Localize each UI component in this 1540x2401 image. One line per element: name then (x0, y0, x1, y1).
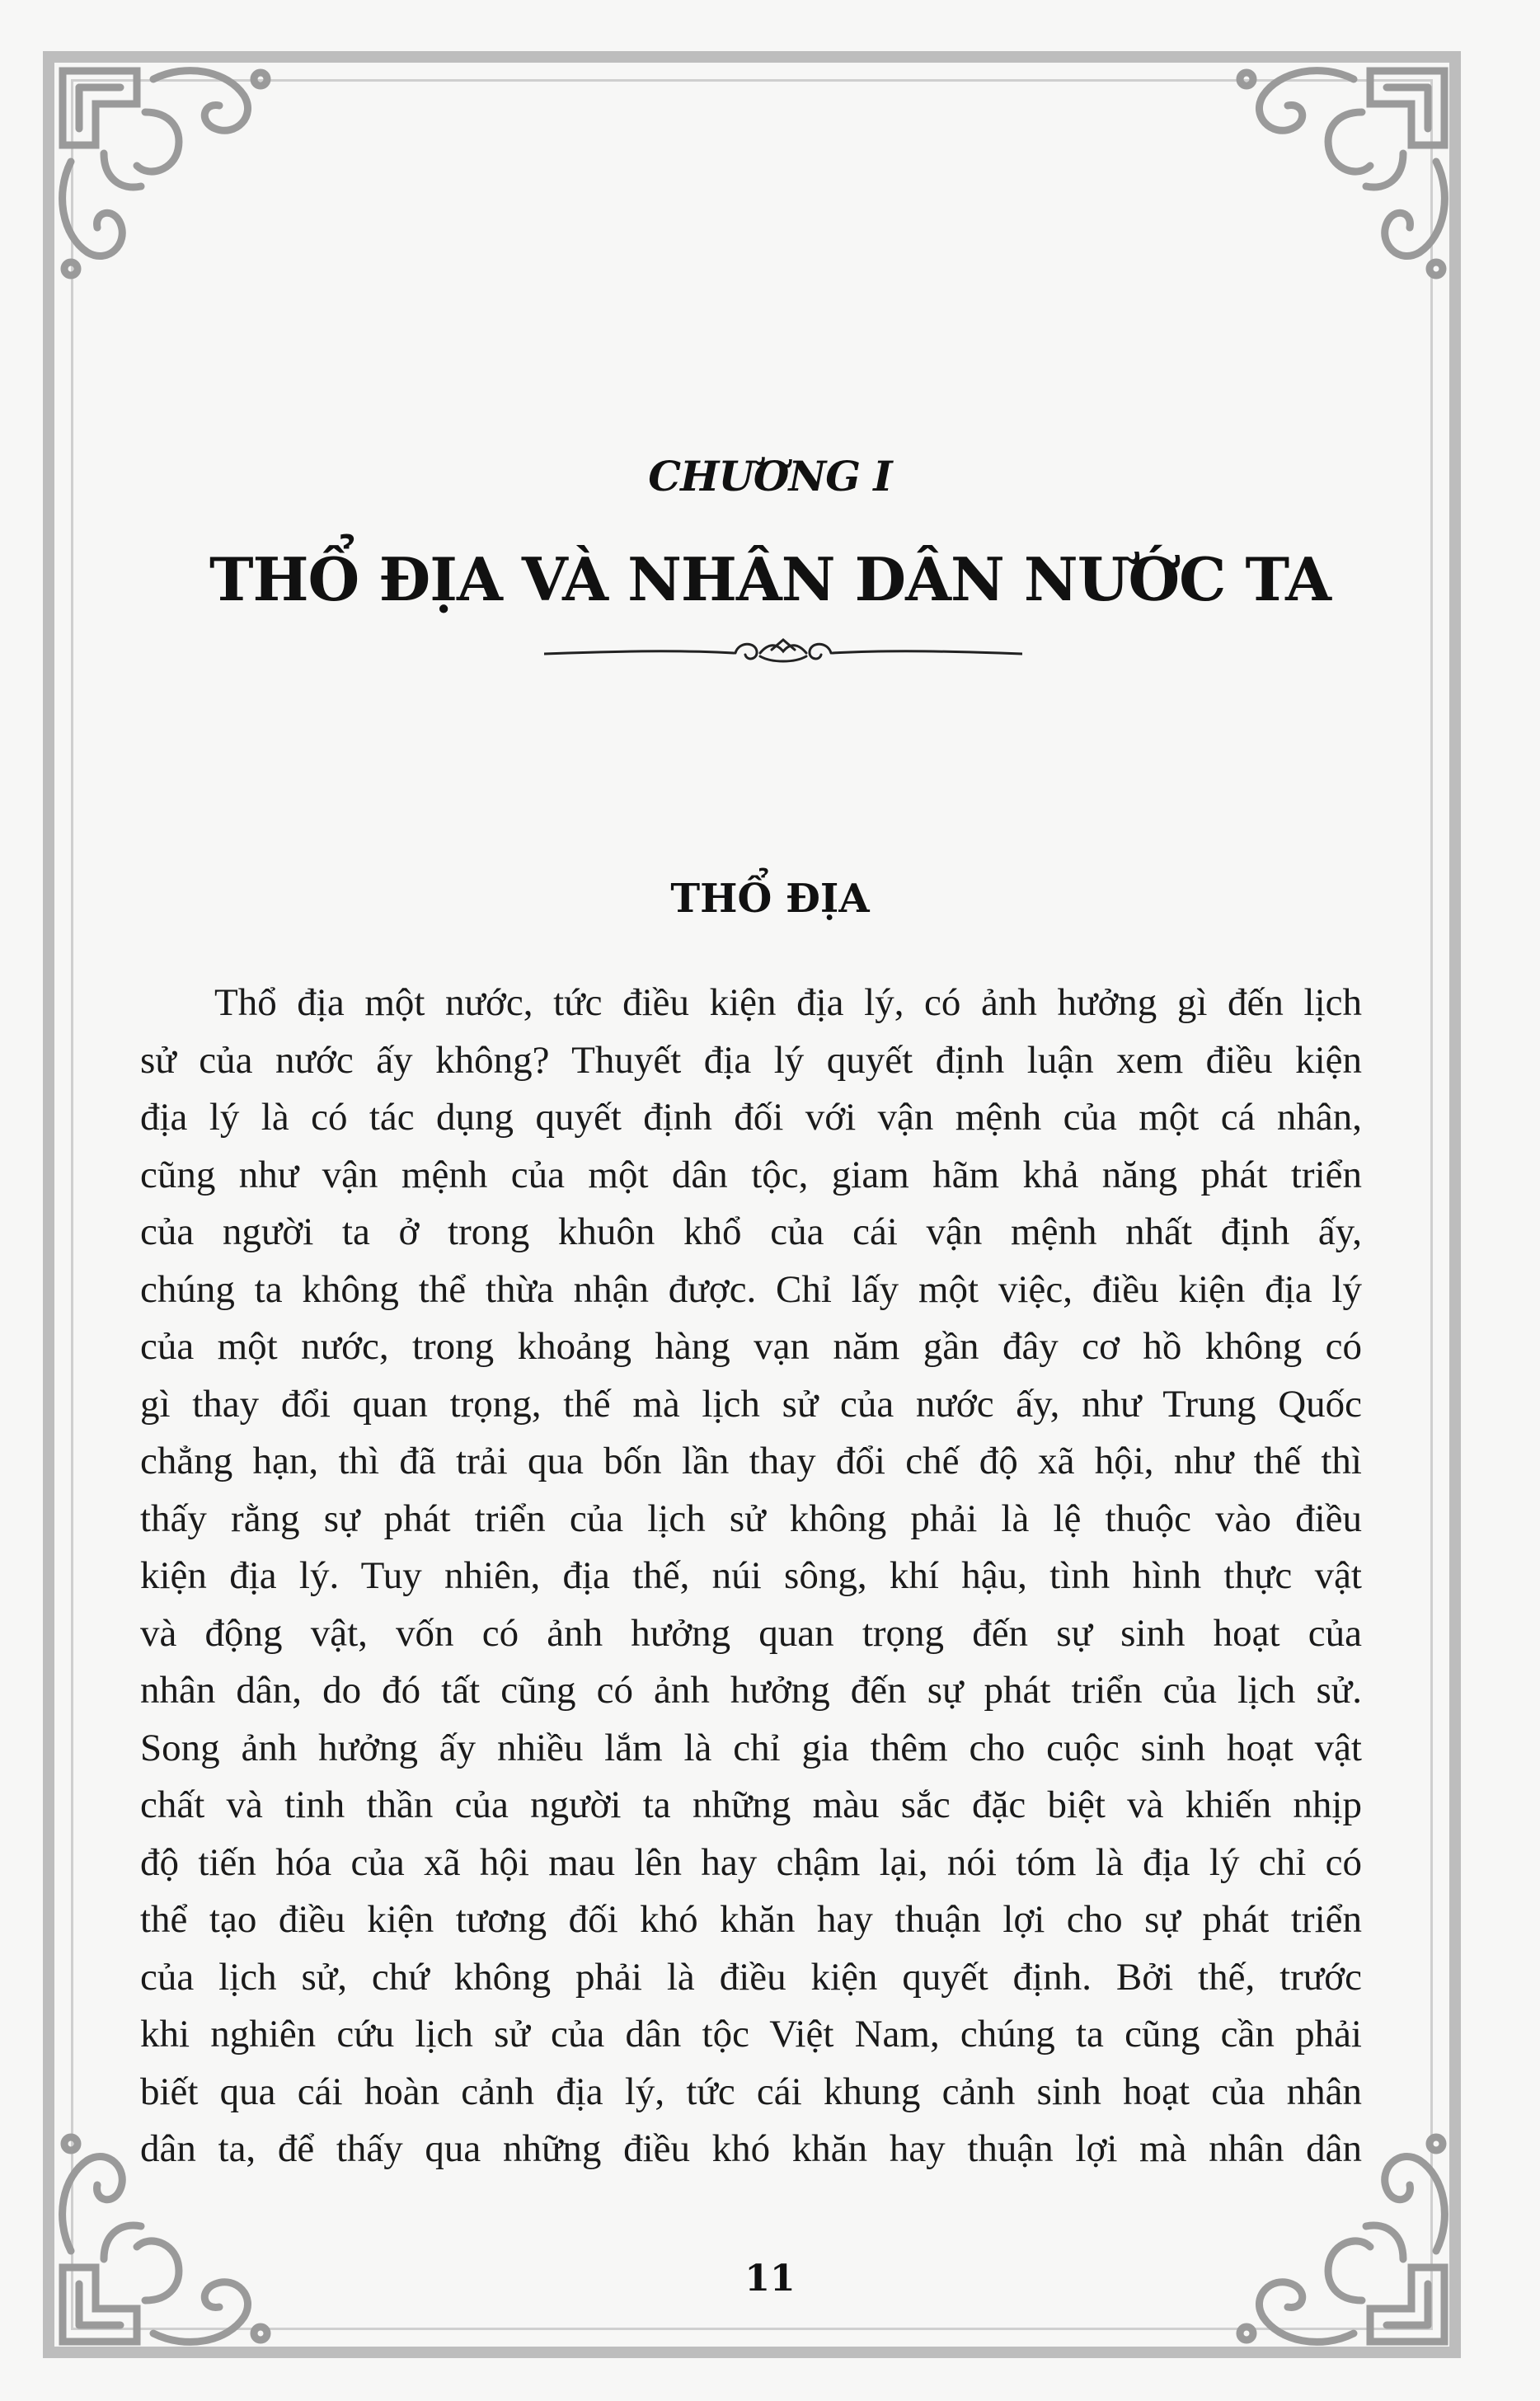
body-line: gì thay đổi quan trọng, thế mà lịch sử của nước ấy, như Trung Quốc (140, 1382, 1362, 1426)
section-heading: THỔ ĐỊA (670, 876, 870, 922)
body-line: sử của nước ấy không? Thuyết địa lý quyết định luận xem điều kiện (140, 1038, 1362, 1082)
body-line: của người ta ở trong khuôn khổ của cái vận mệnh nhất định ấy, (140, 1210, 1362, 1253)
body-line: của lịch sử, chứ không phải là điều kiện quyết định. Bởi thế, trước (140, 1955, 1362, 1999)
chapter-title: THỔ ĐỊA VÀ NHÂN DÂN NƯỚC TA (209, 544, 1331, 614)
body-line: chẳng hạn, thì đã trải qua bốn lần thay đổi chế độ xã hội, như thế thì (140, 1440, 1362, 1482)
body-line: và động vật, vốn có ảnh hưởng quan trọng đến sự sinh hoạt của (140, 1611, 1362, 1655)
body-line: thể tạo điều kiện tương đối khó khăn hay thuận lợi cho sự phát triển (140, 1898, 1362, 1941)
body-line: Thổ địa một nước, tức điều kiện địa lý, có ảnh hưởng gì đến lịch (214, 981, 1362, 1024)
corner-ornament-top-left-icon (46, 54, 293, 302)
body-line: biết qua cái hoàn cảnh địa lý, tức cái khung cảnh sinh hoạt của nhân (140, 2070, 1362, 2113)
body-line: nhân dân, do đó tất cũng có ảnh hưởng đến sự phát triển của lịch sử. (140, 1669, 1362, 1712)
title-divider-ornament-icon (544, 635, 1022, 673)
body-line: dân ta, để thấy qua những điều khó khăn hay thuận lợi mà nhân dân (140, 2127, 1362, 2170)
body-line: địa lý là có tác dụng quyết định đối với vận mệnh của một cá nhân, (140, 1096, 1362, 1139)
body-line: của một nước, trong khoảng hàng vạn năm gần đây cơ hồ không có (140, 1325, 1362, 1368)
body-line: khi nghiên cứu lịch sử của dân tộc Việt Nam, chúng ta cũng cần phải (140, 2013, 1362, 2056)
body-line: chúng ta không thể thừa nhận được. Chỉ lấy một việc, điều kiện địa lý (140, 1267, 1362, 1311)
body-line: chất và tinh thần của người ta những màu sắc đặc biệt và khiến nhịp (140, 1783, 1362, 1826)
body-line: độ tiến hóa của xã hội mau lên hay chậm lại, nói tóm là địa lý chỉ có (140, 1840, 1362, 1884)
body-line: cũng như vận mệnh của một dân tộc, giam hãm khả năng phát triển (140, 1153, 1362, 1196)
body-paragraph (140, 975, 1362, 2178)
page-number: 11 (744, 2258, 796, 2300)
body-line: kiện địa lý. Tuy nhiên, địa thế, núi sông, khí hậu, tình hình thực vật (140, 1554, 1362, 1597)
body-line: Song ảnh hưởng ấy nhiều lắm là chỉ gia thêm cho cuộc sinh hoạt vật (140, 1726, 1362, 1769)
chapter-label: CHƯƠNG I (648, 452, 892, 500)
body-line: thấy rằng sự phát triển của lịch sử không phải là lệ thuộc vào điều (140, 1497, 1362, 1540)
corner-ornament-top-right-icon (1214, 54, 1461, 302)
